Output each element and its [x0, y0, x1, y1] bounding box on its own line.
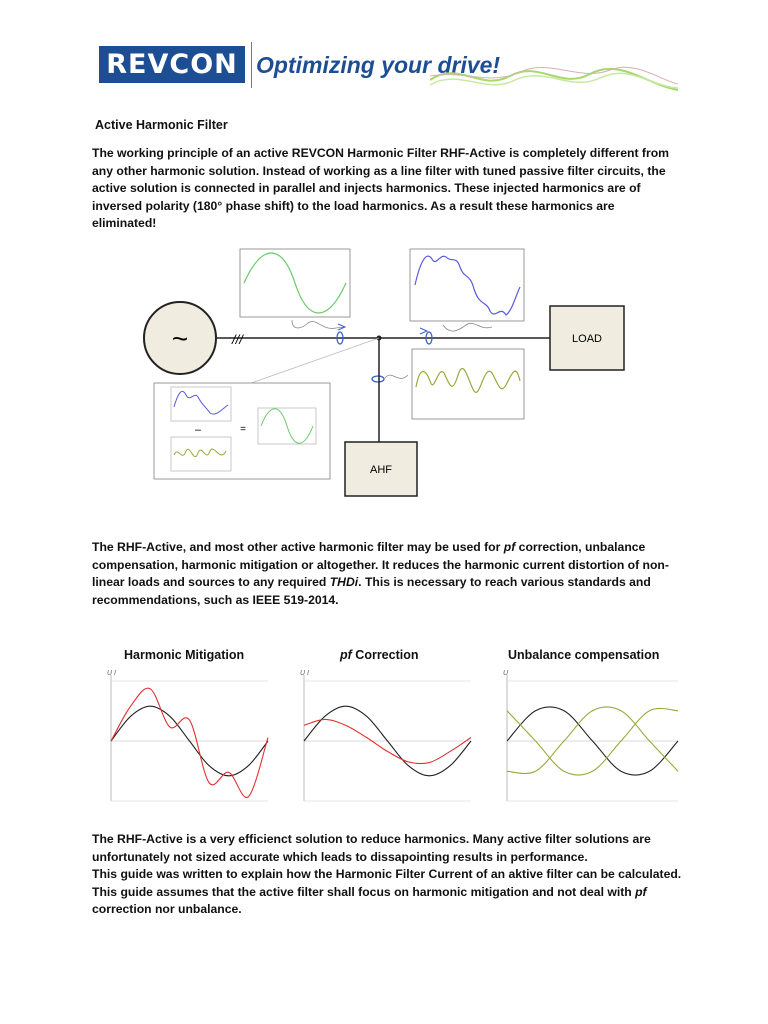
chart-pf-correction — [297, 665, 473, 805]
chart-title-harmonic: Harmonic Mitigation — [124, 648, 245, 662]
second-text-1: The RHF-Active, and most other active harmonic filter may be used for — [92, 540, 504, 554]
second-text-2: correction, unbalance compensation, harmonic mitigation or altogether. It reduces the harmonic current distortion of non-linear loads and sources to any required — [92, 540, 669, 589]
logo-text: REVCON — [106, 49, 238, 80]
load-label: LOAD — [572, 333, 602, 345]
series-line-1 — [111, 688, 268, 797]
chart-title-pf-italic: pf — [340, 648, 352, 662]
sensor-ahf — [372, 376, 384, 382]
equals-symbol: = — [240, 424, 246, 435]
closing-paragraph — [92, 831, 682, 919]
minus-symbol: – — [194, 424, 202, 436]
axis-label: U — [503, 670, 509, 677]
intro-paragraph — [92, 145, 682, 233]
slogan: Optimizing your drive! — [256, 52, 501, 78]
ahf-connection-diagram — [140, 245, 630, 503]
header-wave-decoration — [430, 40, 680, 95]
source-symbol: ~ — [171, 323, 189, 354]
closing-line-2: This guide was written to explain how the Harmonic Filter Current of an aktive filter can be calculated. — [92, 867, 682, 881]
ahf-label: AHF — [370, 464, 392, 476]
revcon-logo — [99, 46, 245, 83]
chart-title-pf — [340, 648, 419, 662]
chart-title-pf-rest: Correction — [351, 648, 419, 662]
load-wave-box — [410, 249, 524, 321]
axis-label: U I — [300, 670, 309, 677]
three-phase-mark: /// — [232, 332, 243, 347]
closing-pf-term: pf — [635, 884, 647, 899]
pf-term: pf — [503, 540, 516, 554]
section-heading: Active Harmonic Filter — [95, 118, 228, 132]
header-divider — [251, 42, 252, 88]
axis-label: U I — [107, 670, 116, 677]
second-text-3: . This is necessary to reach various standards and recommendations, such as IEEE 519-2014. — [92, 575, 651, 607]
thdi-term: THDi — [329, 575, 359, 589]
injected-wave-box — [412, 349, 524, 419]
closing-line-3-a: This guide assumes that the active filter shall focus on harmonic mitigation and not deal with — [92, 884, 636, 899]
intro-text: The working principle of an active REVCON Harmonic Filter RHF-Active is completely different from any other harmonic solution. Instead of working as a line filter with tuned passive filter circuits, the active solution is connected in parallel and injects harmonics. These injected harmonics are of inversed polarity (180° phase shift) to the load harmonics. As a result these harmonics are eliminated! — [92, 146, 669, 230]
closing-line-1: The RHF-Active is a very efficienct solution to reduce harmonics. Many active filter solutions are unfortunately not sized accurate which leads to dissapointing results in performance. — [92, 832, 651, 864]
second-paragraph — [92, 539, 682, 609]
closing-line-3 — [92, 884, 682, 919]
closing-line-3-b: correction nor unbalance. — [92, 902, 242, 916]
chart-title-unbalance: Unbalance compensation — [508, 648, 660, 662]
zoom-line — [240, 338, 379, 387]
chart-unbalance — [500, 665, 680, 805]
chart-harmonic-mitigation — [104, 665, 270, 805]
